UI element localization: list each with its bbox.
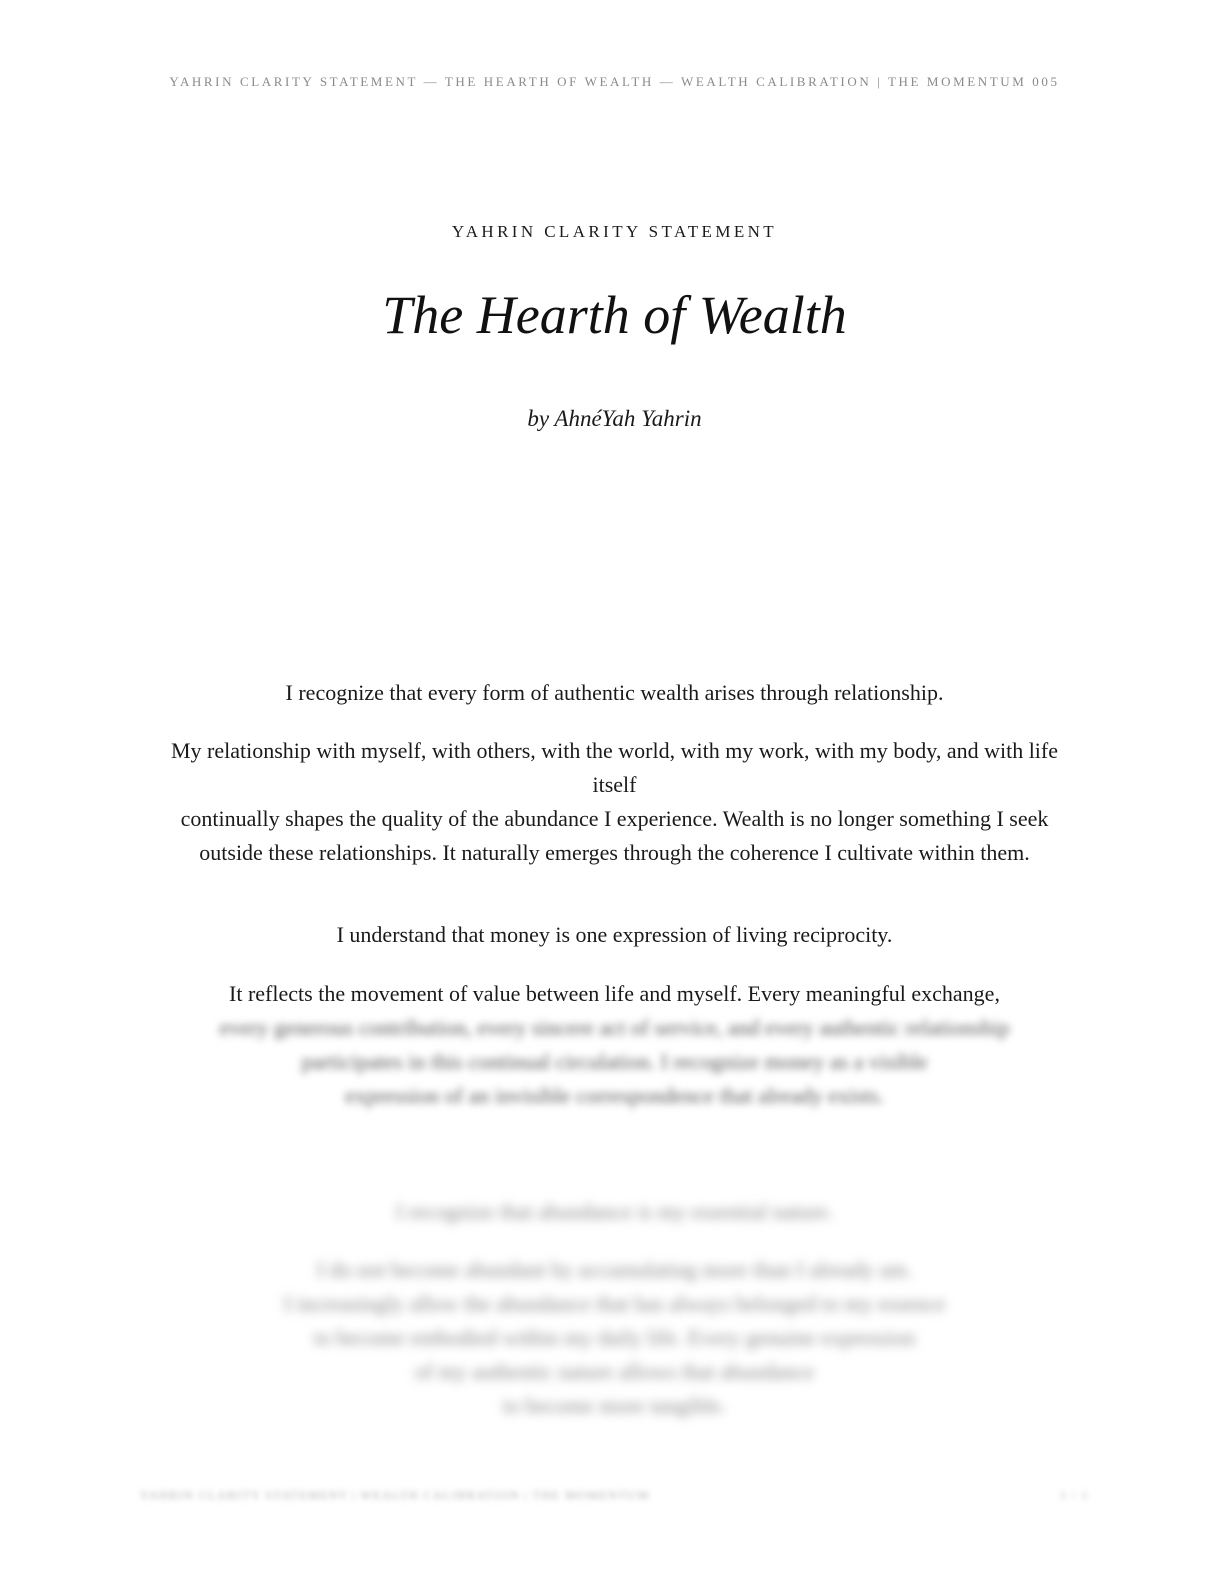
body-line: My relationship with myself, with others, with the world, with my work, with my body, and with life itself (170, 738, 1059, 797)
section-2-lead: I understand that money is one expression of living reciprocity. (336, 922, 893, 947)
body-line: continually shapes the quality of the abundance I experience. Wealth is no longer something I seek (180, 806, 1049, 831)
blurred-line: I do not become abundant by accumulating more than I already am. (316, 1257, 912, 1282)
blurred-line: to become embodied within my daily life. Every genuine expression (313, 1325, 916, 1350)
blurred-line: I increasingly allow the abundance that has always belonged to my essence (283, 1291, 946, 1316)
author-byline: by AhnéYah Yahrin (527, 406, 702, 431)
document-eyebrow: YAHRIN CLARITY STATEMENT (451, 222, 778, 241)
blurred-line: participates in this continual circulation. I recognize money as a visible (301, 1049, 928, 1074)
running-header: YAHRIN CLARITY STATEMENT — THE HEARTH OF WEALTH — WEALTH CALIBRATION | THE MOMENTUM 005 (169, 74, 1060, 89)
document-title: The Hearth of Wealth (382, 285, 847, 345)
blurred-line: expression of an invisible correspondence that already exists. (345, 1083, 884, 1108)
section-3-lead: I recognize that abundance is my essential nature. (395, 1199, 834, 1224)
section-1-lead: I recognize that every form of authentic wealth arises through relationship. (285, 680, 944, 705)
body-line: outside these relationships. It naturally emerges through the coherence I cultivate within them. (199, 840, 1030, 865)
section-2-first-line: It reflects the movement of value between life and myself. Every meaningful exchange, (229, 981, 1000, 1006)
blurred-line: every generous contribution, every sincere act of service, and every authentic relationship (219, 1015, 1010, 1040)
blurred-line: to become more tangible. (502, 1393, 727, 1418)
section-2-blurred-body (150, 1011, 1079, 1113)
section-1-body (150, 734, 1079, 870)
footer-left: YAHRIN CLARITY STATEMENT | WEALTH CALIBRATION | THE MOMENTUM (140, 1488, 650, 1502)
section-3-blurred-body (150, 1253, 1079, 1423)
blurred-line: of my authentic nature allows that abundance (414, 1359, 815, 1384)
page-number: 1 / 1 (1060, 1488, 1089, 1502)
